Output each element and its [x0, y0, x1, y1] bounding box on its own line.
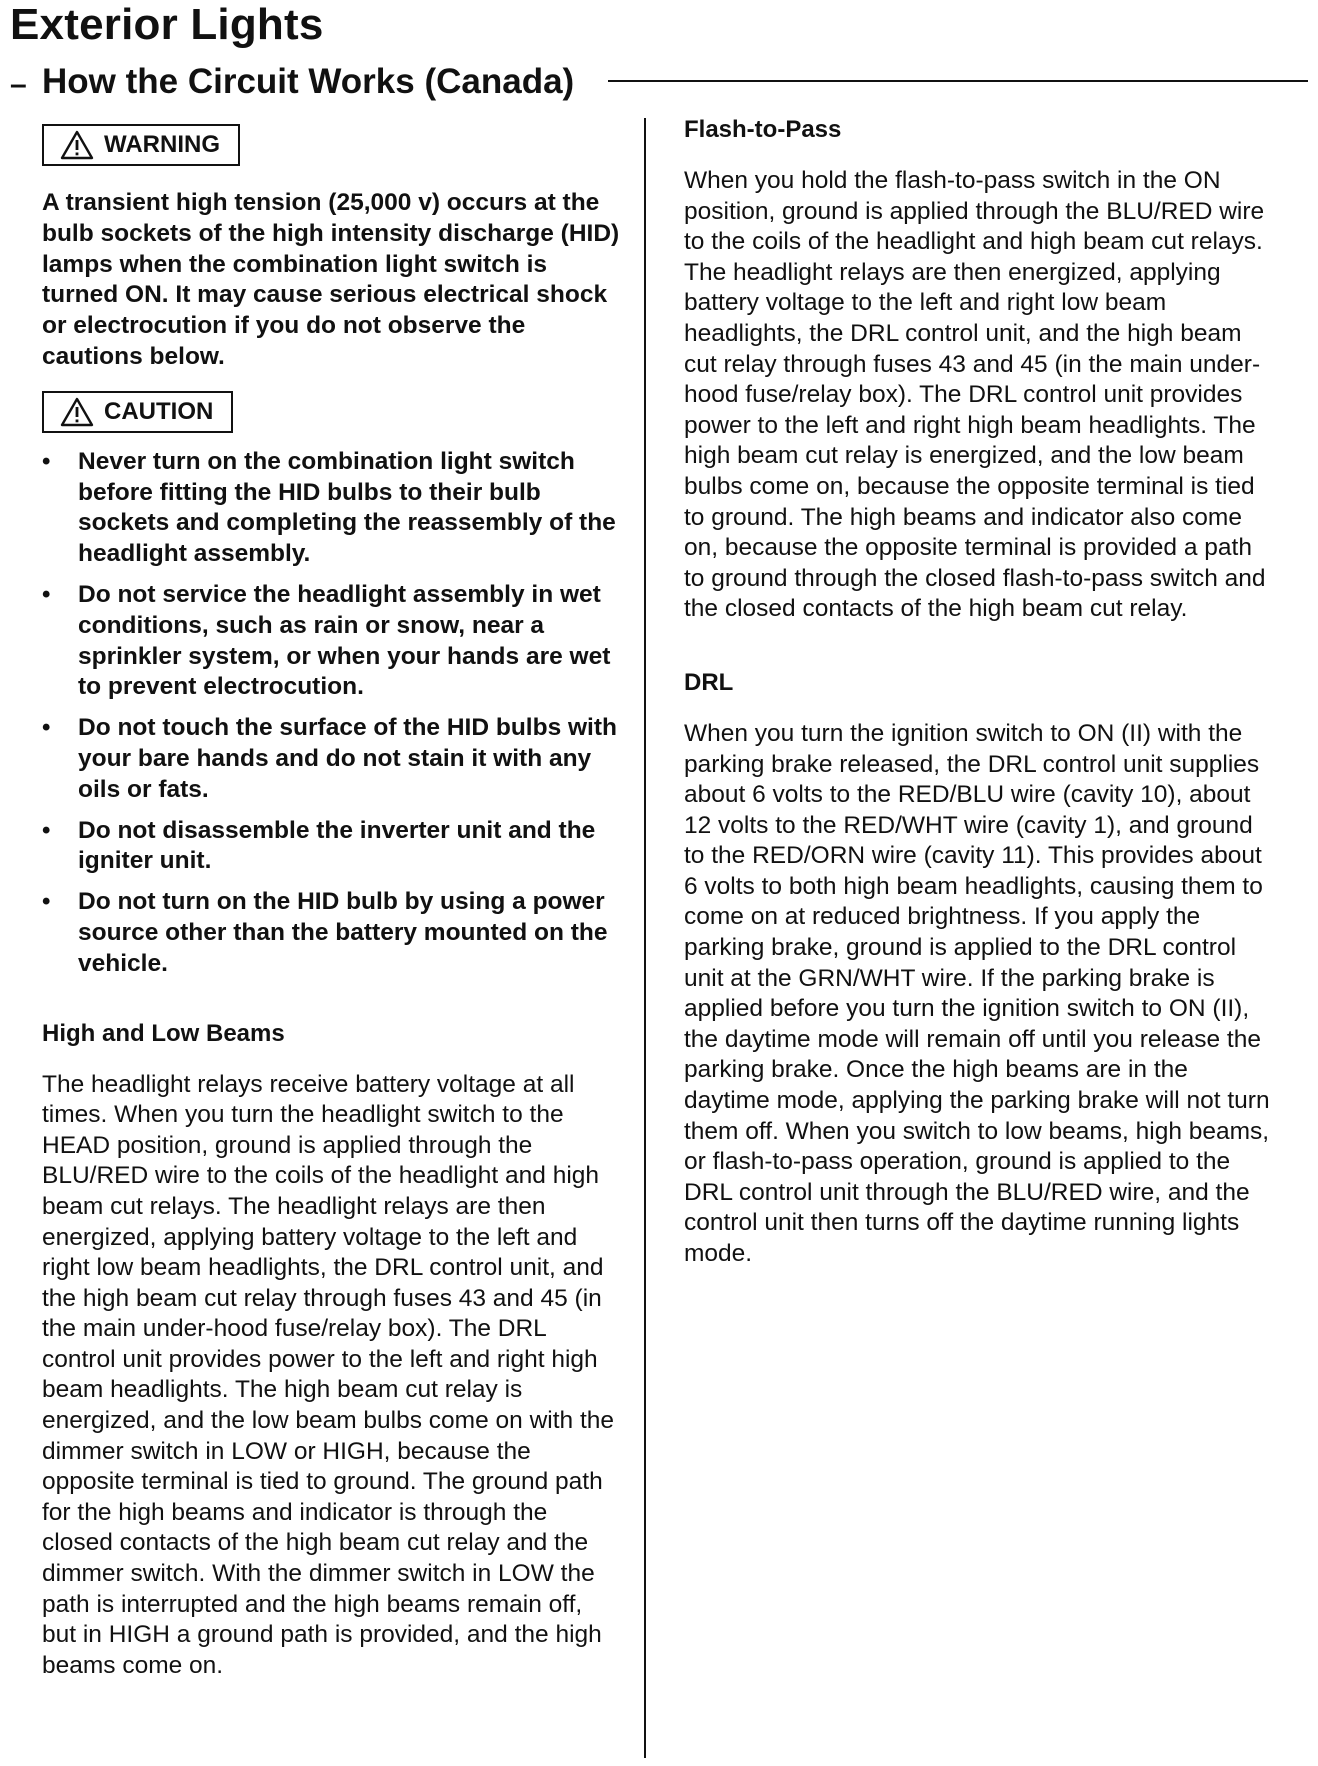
subtitle-rule: [608, 80, 1308, 82]
caution-list: [42, 447, 622, 980]
left-column: [42, 124, 622, 1681]
section-heading-flash-to-pass: Flash-to-Pass: [684, 116, 842, 143]
subtitle-dash: –: [10, 68, 27, 101]
bullet-icon: •: [42, 580, 51, 608]
caution-item: [42, 887, 622, 979]
caution-item: [42, 713, 622, 805]
section-text-drl: When you turn the ignition switch to ON (II) with the parking brake released, the DRL control unit supplies about 6 volts to the RED/BLU wire (cavity 10), about 12 volts to the RED/WHT wire (cavity 1), and ground to the RED/ORN wire (cavity 11). This provides about 6 volts to both high beam headlights, causing them to come on at reduced brightness. If you apply the parking brake, ground is applied to the DRL control unit at the GRN/WHT wire. If the parking brake is applied before you turn the ignition switch to ON (II), the daytime mode will remain off until you release the parking brake. Once the high beams are in the daytime mode, applying the parking brake will not turn them off. When you switch to low beams, high beams, or flash-to-pass operation, ground is applied to the DRL control unit through the BLU/RED wire, and the control unit then turns off the daytime running lights mode.: [684, 719, 1270, 1267]
bullet-icon: •: [42, 714, 51, 742]
section-text-high-low: The headlight relays receive battery voltage at all times. When you turn the headlight switch to the HEAD position, ground is applied through the BLU/RED wire to the coils of the headlight and high beam cut relays. The headlight relays are then energized, applying battery voltage to the left and right low beam headlights, the DRL control unit, and the high beam cut relay through fuses 43 and 45 (in the main under-hood fuse/relay box). The DRL control unit provides power to the left and right high beam headlights. The high beam cut relay is energized, and the low beam bulbs come on with the dimmer switch in LOW or HIGH, because the opposite terminal is tied to ground. The ground path for the high beams and indicator is through the closed contacts of the high beam cut relay and the dimmer switch. With the dimmer switch in LOW the path is interrupted and the high beams remain off, but in HIGH a ground path is provided, and the high beams come on.: [42, 1070, 615, 1679]
caution-item-text: Never turn on the combination light switch before fitting the HID bulbs to their bulb sockets and completing the reassembly of the headlight assembly.: [78, 447, 616, 568]
page-title: Exterior Lights: [10, 0, 324, 49]
caution-label: CAUTION: [104, 397, 214, 425]
section-heading-drl: DRL: [684, 668, 734, 696]
page-subtitle: How the Circuit Works (Canada): [42, 62, 575, 101]
warning-triangle-icon: [60, 397, 94, 427]
warning-box: [42, 124, 240, 166]
column-divider: [644, 118, 646, 1758]
caution-item-text: Do not turn on the HID bulb by using a power source other than the battery mounted on the vehicle.: [78, 888, 608, 977]
caution-item-text: Do not disassemble the inverter unit and the igniter unit.: [78, 816, 596, 875]
caution-item: [42, 580, 622, 703]
caution-box: [42, 391, 233, 433]
section-text-flash-to-pass: When you hold the flash-to-pass switch in the ON position, ground is applied through the BLU/RED wire to the coils of the headlight and high beam cut relays. The headlight relays are then energized, applying battery voltage to the left and right low beam headlights, the DRL control unit, and the high beam cut relay through fuses 43 and 45 (in the main under-hood fuse/relay box). The DRL control unit provides power to the left and right high beam headlights. The high beam cut relay is energized, and the low beam bulbs come on, because the opposite terminal is tied to ground. The high beams and indicator also come on, because the opposite terminal is provided a path to ground through the closed flash-to-pass switch and the closed contacts of the high beam cut relay.: [684, 167, 1266, 623]
caution-item: [42, 816, 622, 878]
right-column: [684, 116, 1274, 1270]
warning-triangle-icon: [60, 130, 94, 160]
bullet-icon: •: [42, 888, 51, 916]
bullet-icon: •: [42, 447, 51, 475]
subtitle-row: [10, 62, 1310, 106]
warning-text: A transient high tension (25,000 v) occurs at the bulb sockets of the high intensity discharge (HID) lamps when the combination light switch is turned ON. It may cause serious electrical shock or electrocution if you do not observe the cautions below.: [42, 189, 620, 370]
section-heading-high-low: High and Low Beams: [42, 1019, 285, 1047]
caution-item-text: Do not service the headlight assembly in wet conditions, such as rain or snow, near a sprinkler system, or when your hands are wet to prevent electrocution.: [78, 580, 611, 701]
warning-label: WARNING: [104, 131, 220, 158]
caution-item: [42, 447, 622, 570]
caution-item-text: Do not touch the surface of the HID bulbs with your bare hands and do not stain it with any oils or fats.: [78, 714, 617, 803]
bullet-icon: •: [42, 816, 51, 844]
